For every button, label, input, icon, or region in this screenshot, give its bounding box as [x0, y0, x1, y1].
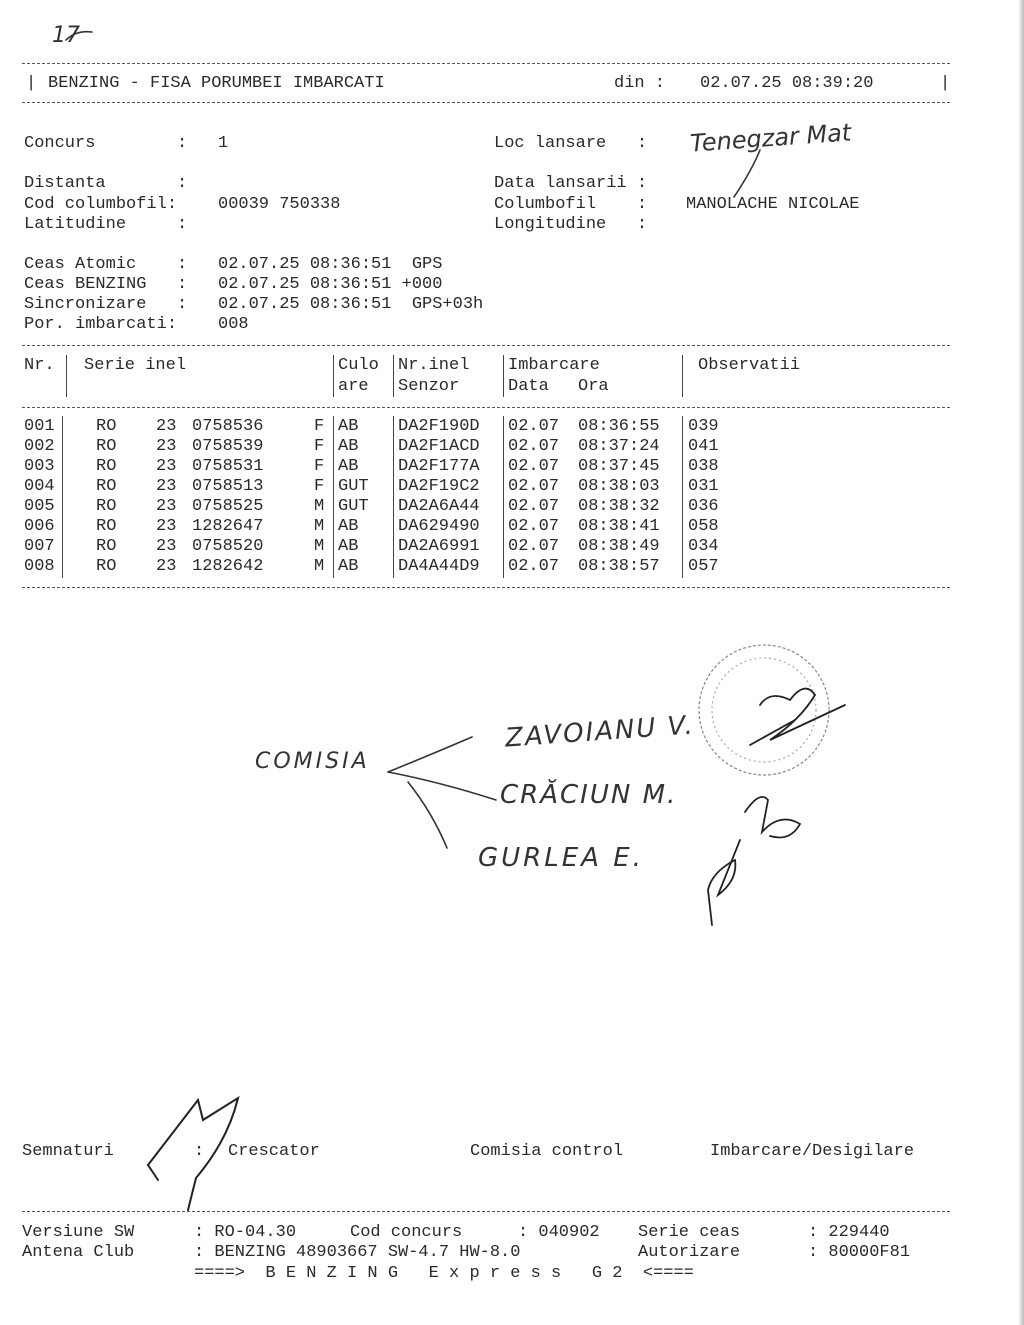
row-color: AB [338, 537, 359, 556]
porumbei-imbarcati-value: 008 [218, 315, 249, 334]
loc-lansare-handwritten: Tenegzar Mat [689, 118, 853, 158]
col-header-senzor: Senzor [398, 377, 460, 396]
cod-concurs-value: : 040902 [518, 1223, 600, 1242]
row-sensor: DA4A44D9 [398, 557, 480, 576]
din-label: din : [614, 74, 666, 93]
row-date: 02.07 [508, 437, 560, 456]
row-year: 23 [156, 477, 177, 496]
col-header-nr: Nr. [24, 356, 55, 375]
handwritten-comisia: COMISIA [255, 749, 370, 774]
columbofil-value: MANOLACHE NICOLAE [686, 195, 860, 214]
ceas-atomic-value: 02.07.25 08:36:51 GPS [218, 255, 443, 274]
row-date: 02.07 [508, 417, 560, 436]
row-obs: 036 [688, 497, 719, 516]
row-ring: 0758531 [192, 457, 264, 476]
porumbei-imbarcati-label: Por. imbarcati: [24, 315, 178, 334]
row-ring: 0758539 [192, 437, 264, 456]
col-header-data: Data [508, 377, 549, 396]
row-sex: M [314, 557, 325, 576]
row-time: 08:38:49 [578, 537, 660, 556]
commission-signatures [708, 689, 845, 925]
cod-columbofil-label: Cod columbofil: [24, 195, 178, 214]
row-sex: M [314, 497, 325, 516]
row-ring: 0758525 [192, 497, 264, 516]
row-time: 08:38:32 [578, 497, 660, 516]
handwritten-member-1: ZAVOIANU V. [504, 710, 696, 754]
row-sensor: DA2F177A [398, 457, 480, 476]
row-obs: 057 [688, 557, 719, 576]
row-year: 23 [156, 497, 177, 516]
row-year: 23 [156, 557, 177, 576]
footer-top-rule [22, 1211, 950, 1212]
ceas-benzing-value: 02.07.25 08:36:51 +000 [218, 275, 443, 294]
comisia-control-label: Comisia control [470, 1142, 624, 1161]
row-time: 08:38:03 [578, 477, 660, 496]
sincronizare-label: Sincronizare : [24, 295, 188, 314]
row-time: 08:38:41 [578, 517, 660, 536]
row-color: AB [338, 437, 359, 456]
row-obs: 058 [688, 517, 719, 536]
row-sex: F [314, 437, 325, 456]
row-date: 02.07 [508, 477, 560, 496]
row-ring: 0758513 [192, 477, 264, 496]
row-ring: 0758536 [192, 417, 264, 436]
row-nr: 004 [24, 477, 55, 496]
row-sex: M [314, 537, 325, 556]
concurs-label: Concurs : [24, 134, 188, 153]
ceas-atomic-label: Ceas Atomic : [24, 255, 188, 274]
row-year: 23 [156, 437, 177, 456]
row-nr: 003 [24, 457, 55, 476]
loc-lansare-label: Loc lansare : [494, 134, 648, 153]
versiune-value: : RO-04.30 [194, 1223, 297, 1242]
crescator-signature [148, 1098, 238, 1210]
document-title: BENZING - FISA PORUMBEI IMBARCATI [48, 74, 385, 93]
latitudine-label: Latitudine : [24, 215, 188, 234]
col-header-are: are [338, 377, 369, 396]
longitudine-label: Longitudine : [494, 215, 648, 234]
col-header-observatii: Observatii [698, 356, 801, 375]
row-country: RO [96, 557, 117, 576]
row-date: 02.07 [508, 557, 560, 576]
distanta-label: Distanta : [24, 174, 188, 193]
row-obs: 034 [688, 537, 719, 556]
row-date: 02.07 [508, 497, 560, 516]
row-nr: 006 [24, 517, 55, 536]
row-color: AB [338, 417, 359, 436]
benzing-express-banner: ====> B E N Z I N G E x p r e s s G 2 <==== [194, 1264, 694, 1283]
row-date: 02.07 [508, 537, 560, 556]
row-time: 08:38:57 [578, 557, 660, 576]
semnaturi-colon: : [194, 1142, 205, 1161]
cod-columbofil-value: 00039 750338 [218, 195, 341, 214]
row-sensor: DA2F190D [398, 417, 480, 436]
crescator-label: Crescator [228, 1142, 320, 1161]
data-lansarii-label: Data lansarii : [494, 174, 648, 193]
cod-concurs-label: Cod concurs [350, 1223, 463, 1242]
row-sensor: DA2A6991 [398, 537, 480, 556]
serie-ceas-label: Serie ceas [638, 1223, 741, 1242]
row-sex: F [314, 477, 325, 496]
sincronizare-value: 02.07.25 08:36:51 GPS+03h [218, 295, 484, 314]
serie-ceas-value: : 229440 [808, 1223, 890, 1242]
row-ring: 0758520 [192, 537, 264, 556]
row-year: 23 [156, 517, 177, 536]
row-sex: F [314, 417, 325, 436]
row-nr: 002 [24, 437, 55, 456]
row-sensor: DA2F19C2 [398, 477, 480, 496]
row-obs: 039 [688, 417, 719, 436]
row-sex: M [314, 517, 325, 536]
handwritten-member-2: CRĂCIUN M. [500, 780, 678, 810]
row-color: AB [338, 557, 359, 576]
row-country: RO [96, 477, 117, 496]
concurs-value: 1 [218, 134, 229, 153]
row-time: 08:36:55 [578, 417, 660, 436]
row-year: 23 [156, 537, 177, 556]
row-country: RO [96, 437, 117, 456]
row-date: 02.07 [508, 457, 560, 476]
antena-value: : BENZING 48903667 SW-4.7 HW-8.0 [194, 1243, 521, 1262]
row-year: 23 [156, 417, 177, 436]
row-country: RO [96, 537, 117, 556]
row-sensor: DA629490 [398, 517, 480, 536]
row-year: 23 [156, 457, 177, 476]
col-header-nr-inel: Nr.inel [398, 356, 470, 375]
col-header-ora: Ora [578, 377, 609, 396]
antena-label: Antena Club [22, 1243, 135, 1262]
row-obs: 031 [688, 477, 719, 496]
semnaturi-label: Semnaturi [22, 1142, 114, 1161]
din-timestamp: 02.07.25 08:39:20 [700, 74, 874, 93]
row-ring: 1282642 [192, 557, 264, 576]
col-header-imbarcare: Imbarcare [508, 356, 600, 375]
row-country: RO [96, 497, 117, 516]
row-nr: 005 [24, 497, 55, 516]
row-nr: 007 [24, 537, 55, 556]
versiune-label: Versiune SW [22, 1223, 135, 1242]
page-number-mark: 17 [52, 23, 80, 48]
row-color: AB [338, 457, 359, 476]
row-country: RO [96, 517, 117, 536]
autorizare-value: : 80000F81 [808, 1243, 911, 1262]
row-date: 02.07 [508, 517, 560, 536]
row-ring: 1282647 [192, 517, 264, 536]
row-country: RO [96, 417, 117, 436]
row-color: GUT [338, 477, 369, 496]
col-header-serie-inel: Serie inel [84, 356, 187, 375]
official-stamp [699, 645, 829, 775]
columbofil-label: Columbofil : [494, 195, 648, 214]
row-obs: 041 [688, 437, 719, 456]
row-nr: 001 [24, 417, 55, 436]
row-nr: 008 [24, 557, 55, 576]
imbarcare-desigilare-label: Imbarcare/Desigilare [710, 1142, 915, 1161]
row-color: AB [338, 517, 359, 536]
header-left-bar: | [26, 74, 37, 93]
row-sensor: DA2F1ACD [398, 437, 480, 456]
col-header-culo: Culo [338, 356, 379, 375]
row-obs: 038 [688, 457, 719, 476]
autorizare-label: Autorizare [638, 1243, 741, 1262]
row-country: RO [96, 457, 117, 476]
row-sex: F [314, 457, 325, 476]
row-time: 08:37:45 [578, 457, 660, 476]
ceas-benzing-label: Ceas BENZING : [24, 275, 188, 294]
row-sensor: DA2A6A44 [398, 497, 480, 516]
handwritten-member-3: GURLEA E. [478, 843, 644, 873]
row-time: 08:37:24 [578, 437, 660, 456]
header-right-bar: | [940, 74, 951, 93]
row-color: GUT [338, 497, 369, 516]
